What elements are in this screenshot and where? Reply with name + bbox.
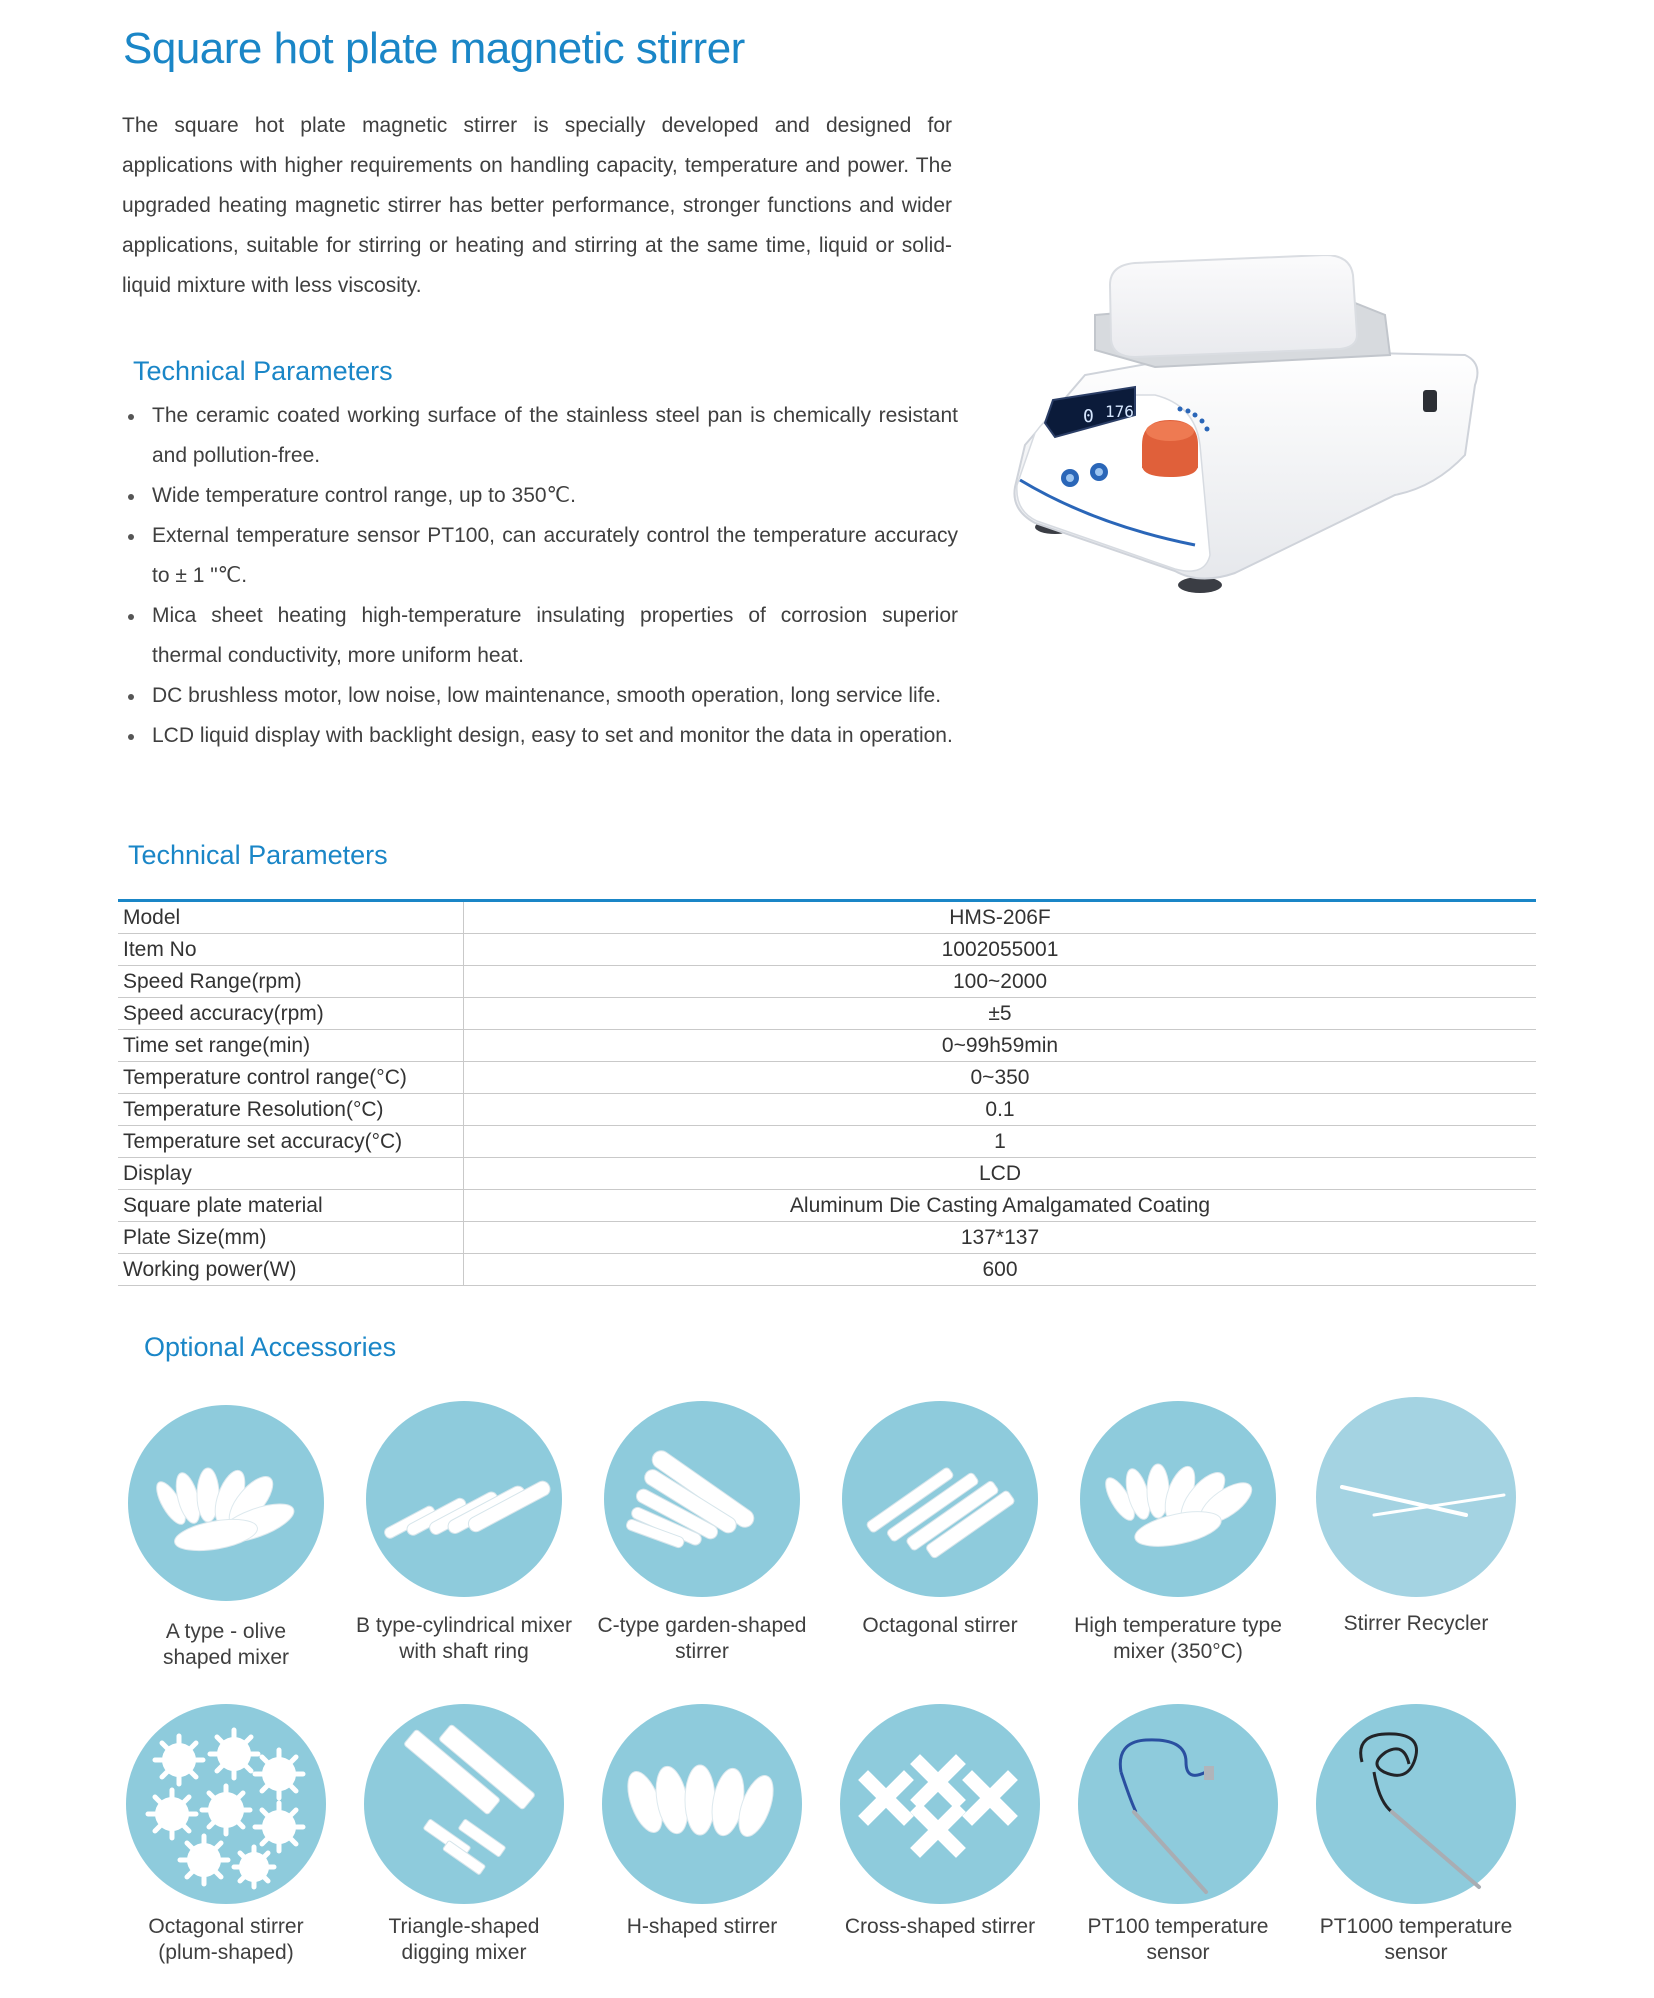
accessory-octagonal: [820, 1399, 1060, 1639]
accessory-label: with shaft ring: [399, 1640, 529, 1663]
param-value: 137*137: [464, 1222, 1537, 1254]
param-name: Model: [118, 901, 464, 934]
accessory-h-shaped: [582, 1702, 822, 1940]
param-name: Item No: [118, 934, 464, 966]
accessory-plum: [106, 1702, 346, 1966]
accessories-heading: Optional Accessories: [144, 1332, 397, 1362]
accessory-label: stirrer: [675, 1640, 729, 1663]
table-row: [118, 1222, 1536, 1254]
accessory-cylindrical: [344, 1399, 584, 1665]
accessory-label: A type - olive: [165, 1620, 287, 1643]
accessory-garden: [582, 1399, 822, 1665]
pt100-sensor-icon: [1076, 1702, 1280, 1906]
table-heading: Technical Parameters: [128, 840, 388, 870]
table-row: [118, 1030, 1536, 1062]
param-name: Speed Range(rpm): [118, 966, 464, 998]
table-row: [118, 998, 1536, 1030]
accessory-label: C-type garden-shaped: [597, 1614, 807, 1637]
param-value: 1002055001: [464, 934, 1537, 966]
accessory-label: Triangle-shaped: [388, 1915, 540, 1938]
table-row: [118, 934, 1536, 966]
param-value: ±5: [464, 998, 1537, 1030]
accessory-label: sensor: [1146, 1941, 1210, 1964]
feature-item: LCD liquid display with backlight design, easy to set and monitor the data in operation.: [128, 716, 958, 756]
table-row: [118, 1254, 1536, 1286]
feature-item: Mica sheet heating high-temperature insulating properties of corrosion superior thermal conductivity, more uniform heat.: [128, 596, 958, 676]
accessory-label: mixer (350°C): [1113, 1640, 1243, 1663]
accessory-triangle: [344, 1702, 584, 1966]
param-name: Plate Size(mm): [118, 1222, 464, 1254]
param-name: Time set range(min): [118, 1030, 464, 1062]
param-name: Working power(W): [118, 1254, 464, 1286]
accessory-label: sensor: [1384, 1941, 1448, 1964]
accessory-label: High temperature type: [1074, 1614, 1282, 1637]
param-value: 0~99h59min: [464, 1030, 1537, 1062]
param-name: Temperature Resolution(°C): [118, 1094, 464, 1126]
accessory-pt100: [1058, 1702, 1298, 1966]
parameters-table: [118, 899, 1536, 1286]
accessory-label: Octagonal stirrer: [862, 1614, 1018, 1637]
table-row: [118, 1094, 1536, 1126]
accessory-pt1000: [1296, 1702, 1536, 1966]
accessory-recycler: [1296, 1395, 1536, 1637]
table-row: [118, 1158, 1536, 1190]
triangle-stirrers-icon: [362, 1702, 566, 1906]
accessory-label: (plum-shaped): [158, 1941, 294, 1964]
features-heading: Technical Parameters: [133, 356, 393, 386]
param-value: 0.1: [464, 1094, 1537, 1126]
accessory-label: shaped mixer: [162, 1646, 290, 1669]
h-stirrers-icon: [600, 1702, 804, 1906]
table-row: [118, 966, 1536, 998]
pt1000-sensor-icon: [1314, 1702, 1518, 1906]
accessory-label: Stirrer Recycler: [1343, 1612, 1489, 1635]
accessory-label: PT100 temperature: [1087, 1915, 1269, 1938]
param-value: 0~350: [464, 1062, 1537, 1094]
accessory-label: B type-cylindrical mixer: [356, 1614, 572, 1637]
param-value: 100~2000: [464, 966, 1537, 998]
accessory-label: Octagonal stirrer: [148, 1915, 304, 1938]
high-temp-stirrers-icon: [1078, 1399, 1278, 1599]
feature-list: [128, 396, 958, 756]
param-name: Square plate material: [118, 1190, 464, 1222]
accessory-high-temp: [1058, 1399, 1298, 1665]
feature-item: DC brushless motor, low noise, low maintenance, smooth operation, long service life.: [128, 676, 958, 716]
page-title: Square hot plate magnetic stirrer: [123, 24, 745, 73]
plum-stirrers-icon: [124, 1702, 328, 1906]
octagonal-stirrers-icon: [840, 1399, 1040, 1599]
param-name: Temperature set accuracy(°C): [118, 1126, 464, 1158]
table-row: [118, 1062, 1536, 1094]
garden-stirrers-icon: [602, 1399, 802, 1599]
param-name: Speed accuracy(rpm): [118, 998, 464, 1030]
hot-plate-stirrer-image: [995, 255, 1495, 605]
param-value: LCD: [464, 1158, 1537, 1190]
accessory-label: PT1000 temperature: [1319, 1915, 1513, 1938]
feature-item: External temperature sensor PT100, can accurately control the temperature accuracy to ± 1 "℃.: [128, 516, 958, 596]
accessory-olive: [106, 1403, 346, 1671]
cross-stirrers-icon: [838, 1702, 1042, 1906]
table-row: [118, 1126, 1536, 1158]
param-value: Aluminum Die Casting Amalgamated Coating: [464, 1190, 1537, 1222]
param-value: 600: [464, 1254, 1537, 1286]
lcd-right-value: 176: [1105, 402, 1134, 421]
cylindrical-stirrers-icon: [364, 1399, 564, 1599]
lcd-left-value: 0: [1083, 406, 1094, 427]
accessory-label: Cross-shaped stirrer: [844, 1915, 1036, 1938]
stirrer-recycler-icon: [1314, 1395, 1518, 1599]
param-value: 1: [464, 1126, 1537, 1158]
param-value: HMS-206F: [464, 901, 1537, 934]
feature-item: The ceramic coated working surface of the stainless steel pan is chemically resistant and pollution-free.: [128, 396, 958, 476]
table-row: [118, 1190, 1536, 1222]
olive-stirrers-icon: [126, 1403, 326, 1603]
intro-paragraph: The square hot plate magnetic stirrer is specially developed and designed for applications with higher requirements on handling capacity, temperature and power. The upgraded heating magnetic stirrer has better performance, stronger functions and wider applications, suitable for stirring or heating and stirring at the same time, liquid or solid-liquid mixture with less viscosity.: [122, 114, 952, 297]
param-name: Temperature control range(°C): [118, 1062, 464, 1094]
feature-item: Wide temperature control range, up to 350℃.: [128, 476, 958, 516]
accessory-label: digging mixer: [401, 1941, 527, 1964]
param-name: Display: [118, 1158, 464, 1190]
accessory-label: H-shaped stirrer: [626, 1915, 778, 1938]
table-row: [118, 901, 1536, 934]
accessory-cross: [820, 1702, 1060, 1940]
